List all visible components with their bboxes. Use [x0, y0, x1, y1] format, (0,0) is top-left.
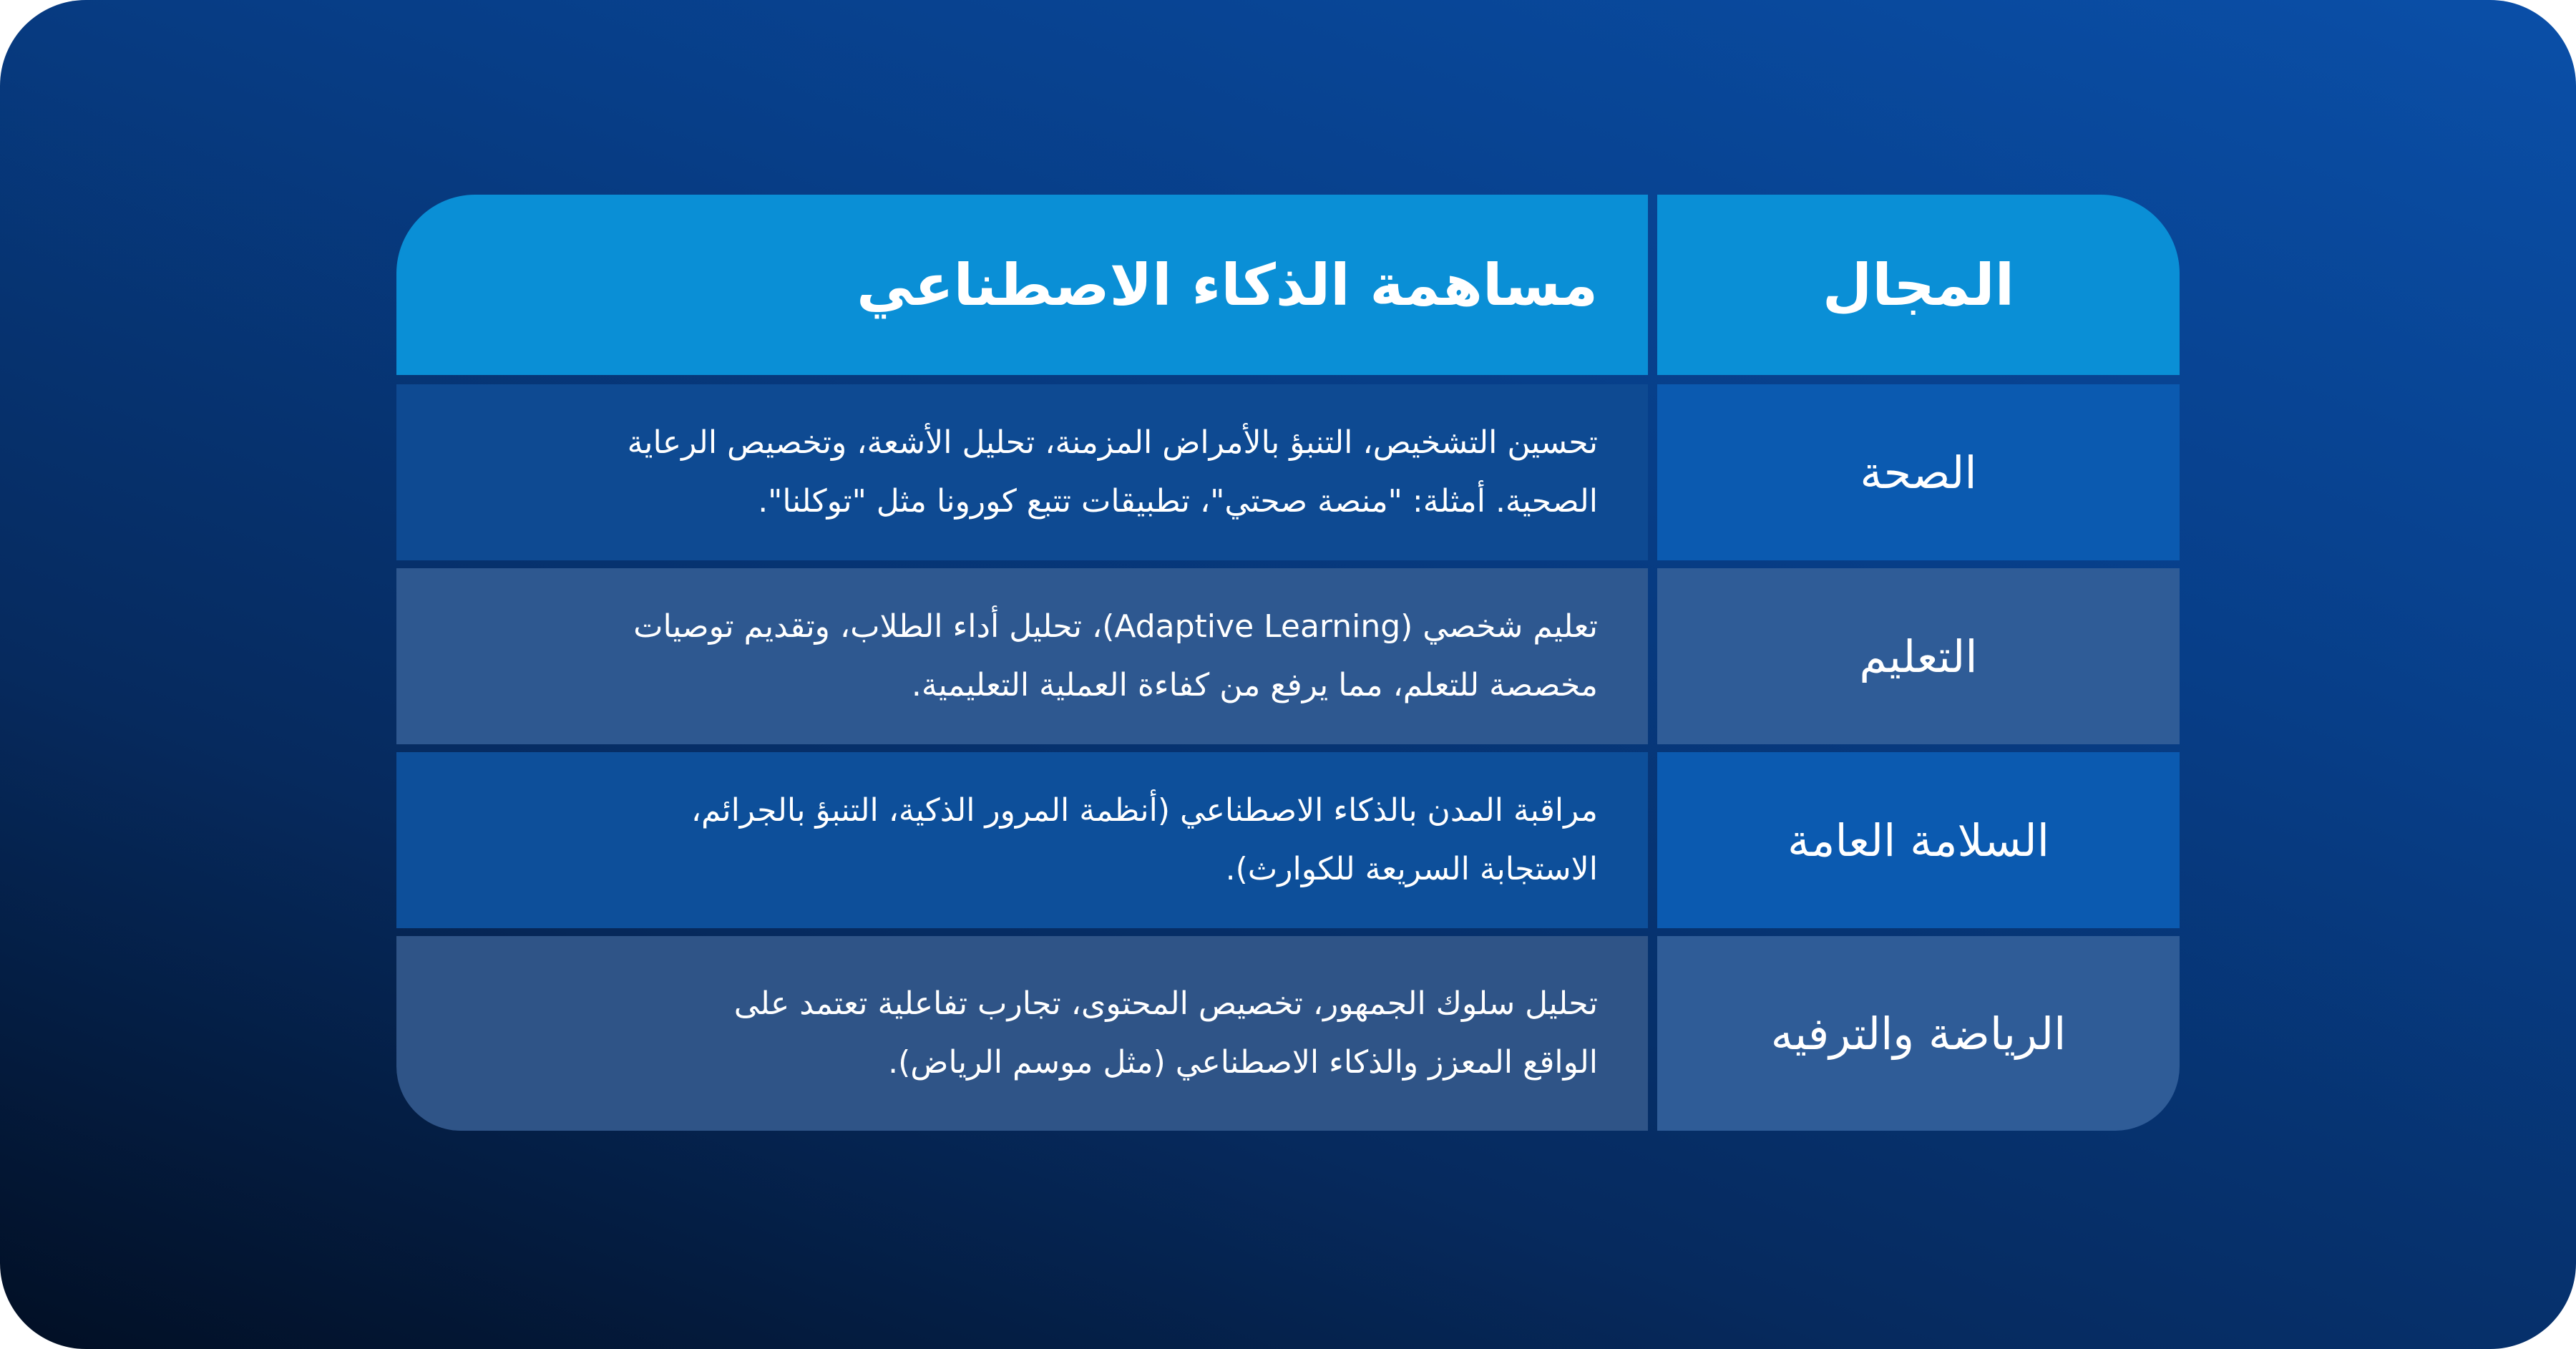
table-row-public-safety-description	[396, 752, 1648, 928]
table-row-public-safety-domain	[1657, 752, 2180, 928]
table-row-sports-domain	[1657, 936, 2180, 1131]
header-domain-cell	[1657, 195, 2180, 375]
row-description-line: تحليل سلوك الجمهور، تخصيص المحتوى، تجارب تفاعلية تعتمد على	[733, 985, 1598, 1022]
row-description-line: تحسين التشخيص، التنبؤ بالأمراض المزمنة، تحليل الأشعة، وتخصيص الرعاية	[627, 424, 1598, 461]
row-domain-label: التعليم	[1859, 630, 1978, 683]
table-row-health-domain	[1657, 384, 2180, 560]
table-row-health-description	[396, 384, 1648, 560]
header-contribution-label: مساهمة الذكاء الاصطناعي	[857, 251, 1598, 318]
header-contribution-cell	[396, 195, 1648, 375]
row-description-line: الواقع المعزز والذكاء الاصطناعي (مثل موسم الرياض).	[888, 1044, 1598, 1081]
row-description-line: الاستجابة السريعة للكوارث).	[1225, 851, 1598, 887]
row-domain-label: الصحة	[1860, 446, 1977, 499]
row-description-line: الصحية. أمثلة: "منصة صحتي"، تطبيقات تتبع كورونا مثل "توكلنا".	[758, 483, 1598, 520]
row-description-line: مخصصة للتعلم، مما يرفع من كفاءة العملية التعليمية.	[911, 667, 1598, 703]
table-row-education-domain	[1657, 568, 2180, 744]
row-description	[633, 598, 1598, 715]
row-description-line: تعليم شخصي (Adaptive Learning)، تحليل أداء الطلاب، وتقديم توصيات	[633, 608, 1598, 645]
header-domain-label: المجال	[1822, 251, 2015, 318]
row-domain-label: الرياضة والترفيه	[1770, 1007, 2067, 1060]
row-description	[734, 975, 1598, 1092]
row-domain-label: السلامة العامة	[1787, 814, 2049, 867]
row-description	[628, 414, 1598, 531]
table-row-sports-description	[396, 936, 1648, 1131]
row-description-line: مراقبة المدن بالذكاء الاصطناعي (أنظمة المرور الذكية، التنبؤ بالجرائم،	[691, 792, 1598, 829]
table-row-education-description	[396, 568, 1648, 744]
row-description	[691, 781, 1598, 899]
ai-contribution-table	[396, 195, 2180, 1131]
